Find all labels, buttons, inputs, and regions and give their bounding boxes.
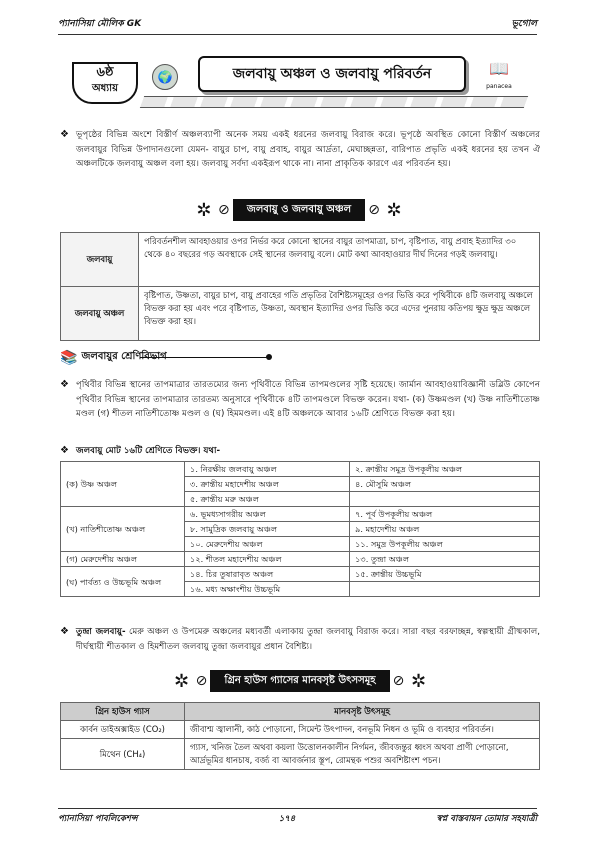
column-header: মানবসৃষ্ট উৎসমূহ bbox=[185, 703, 540, 721]
sixteen-heading bbox=[60, 444, 540, 459]
chapter-badge bbox=[72, 62, 138, 104]
zone-cell: ৪. মৌসুমি অঞ্চল bbox=[350, 477, 540, 492]
globe-icon: 🌍 bbox=[152, 64, 178, 90]
chapter-word: অধ্যায় bbox=[92, 83, 118, 94]
zone-group-cell: (ক) উষ্ণ অঞ্চল bbox=[61, 462, 185, 507]
zone-cell: ৯. মহাদেশীয় অঞ্চল bbox=[350, 522, 540, 537]
gas-name-cell: কার্বন ডাইঅক্সাইড (CO₂) bbox=[61, 721, 185, 739]
zone-cell bbox=[350, 582, 540, 597]
classification-text: পৃথিবীর বিভিন্ন স্থানের তাপমাত্রার তারতম্যের জন্য পৃথিবীতে বিভিন্ন তাপমণ্ডলের সৃষ্টি হয়েছে। জার্মান আবহাওয়াবিজ্ঞানী ডব্লিউ কোপেন পৃথিবীর বিভিন্ন স্থানের তাপমাত্রার তারতম্য অনুসারে পৃথিবীকে ৪টি তাপমণ্ডলে বিভক্ত করেন। যথা- (ক) উষ্ণমণ্ডল (খ) উষ্ণ নাতিশীতোষ্ণ মণ্ডল (গ) শীতল নাতিশীতোষ্ণ মণ্ডল ও (ঘ) হিমমণ্ডল। এই ৪টি অঞ্চলকে আবার ১৬টি শ্রেণিতে বিভক্ত করা হয়। bbox=[76, 380, 540, 419]
bullet-icon: ❖ bbox=[60, 379, 69, 390]
intro-text: ভূপৃষ্ঠের বিভিন্ন অংশে বিস্তীর্ণ অঞ্চলব্যাপী অনেক সময় একই ধরনের জলবায়ু বিরাজ করে। ভূপৃষ্ঠে অবস্থিত কোনো বিস্তীর্ণ অঞ্চলের জলবায়ুর বিভিন্ন উপাদানগুলো যেমন- বায়ুর চাপ, বায়ু প্রবাহ, বায়ুর আর্দ্রতা, মেঘাচ্ছন্নতা, বারিপাত প্রভৃতি একই ধরনের হয় তখন ঐ অঞ্চলটিকে জলবায়ু অঞ্চল বলা হয়। জলবায়ু সর্বদা একইরূপ থাকে না। নানা প্রাকৃতিক কারণে এর পরিবর্তন হয়। bbox=[76, 130, 540, 169]
term-cell: জলবায়ু অঞ্চল bbox=[61, 287, 139, 341]
tundra-term: তুন্দ্রা জলবায়ু- bbox=[76, 627, 126, 637]
banner-strip bbox=[140, 96, 528, 108]
zone-cell: ১৩. তুন্দ্রা অঞ্চল bbox=[350, 552, 540, 567]
no-symbol-icon: ⊘ bbox=[392, 673, 405, 689]
chapter-number: ৬ষ্ঠ bbox=[96, 65, 114, 80]
zone-cell: ৭. পূর্ব উপকূলীয় অঞ্চল bbox=[350, 507, 540, 522]
table-row bbox=[61, 507, 540, 522]
no-symbol-icon: ⊘ bbox=[368, 202, 380, 218]
header-book-title: প্যানাসিয়া মৌলিক GK bbox=[58, 19, 142, 29]
subheading-rule bbox=[140, 357, 268, 358]
gas-name-cell: মিথেন (CH₄) bbox=[61, 739, 185, 770]
zone-cell: ২. ক্রান্তীয় সমুদ্র উপকূলীয় অঞ্চল bbox=[350, 462, 540, 477]
zone-cell: ১৬. মধ্য অক্ষাংশীয় উচ্চভূমি bbox=[185, 582, 350, 597]
gas-source-cell: জীবাশ্ম জ্বালানী, কাঠ পোড়ানো, সিমেন্ট উৎপাদন, বনভূমি নিধন ও ভূমি ও ব্যবহার পরিবর্তন। bbox=[185, 721, 540, 739]
desc-cell: বৃষ্টিপাত, উষ্ণতা, বায়ুর চাপ, বায়ু প্রবাহের গতি প্রভৃতির বৈশিষ্ট্যসমূহের ওপর ভিত্তি করে পৃথিবীকে ৪টি জলবায়ু অঞ্চলে বিভক্ত করা হয় এবং পরে বৃষ্টিপাত, উষ্ণতা, অবস্থান ইত্যাদির ওপর ভিত্তি করে এদের পুনরায় কতিপয় ক্ষুদ্র ক্ষুদ্র অঞ্চলে বিভক্ত করা হয়। bbox=[139, 287, 540, 341]
gear-icon: ✲ bbox=[173, 670, 190, 692]
chapter-title: জলবায়ু অঞ্চল ও জলবায়ু পরিবর্তন bbox=[198, 56, 466, 92]
no-symbol-icon: ⊘ bbox=[218, 202, 230, 218]
footer-divider bbox=[58, 808, 537, 809]
sixteen-heading-text: জলবায়ু মোট ১৬টি শ্রেণিতে বিভক্ত। যথা- bbox=[76, 446, 221, 456]
table-row bbox=[61, 462, 540, 477]
subheading-text: জলবায়ুর শ্রেণিবিভাগ bbox=[81, 351, 167, 362]
page-footer bbox=[58, 812, 537, 826]
zone-cell: ১২. শীতল মহাদেশীয় অঞ্চল bbox=[185, 552, 350, 567]
header-divider bbox=[58, 34, 537, 35]
zone-cell: ১৪. চির তুষারাবৃত অঞ্চল bbox=[185, 567, 350, 582]
definition-table bbox=[60, 232, 540, 341]
classification-paragraph bbox=[60, 378, 540, 422]
greenhouse-gas-table bbox=[60, 702, 540, 770]
subheading-dot bbox=[266, 354, 272, 360]
publisher-logo-text: panacea bbox=[486, 83, 512, 90]
tundra-text: মেরু অঞ্চল ও উপমেরু অঞ্চলের মধ্যবর্তী এলাকায় তুন্দ্রা জলবায়ু বিরাজ করে। সারা বছর বরফাচ্ছন্ন, স্বল্পস্থায়ী গ্রীষ্মকাল, দীর্ঘস্থায়ী শীতকাল ও হিমশীতল জলবায়ু তুন্দ্রা জলবায়ুর প্রধান বৈশিষ্ট্য। bbox=[76, 627, 541, 652]
chapter-banner bbox=[58, 42, 538, 112]
section-heading-climate bbox=[164, 196, 434, 224]
climate-zones-table bbox=[60, 461, 540, 597]
zone-cell: ১০. মেরুদেশীয় অঞ্চল bbox=[185, 537, 350, 552]
table-row bbox=[61, 567, 540, 582]
header-subject: ভূগোল bbox=[511, 19, 537, 29]
section-heading-greenhouse bbox=[150, 667, 450, 695]
column-header: গ্রিন হাউস গ্যাস bbox=[61, 703, 185, 721]
table-row bbox=[61, 739, 540, 770]
gear-icon: ✲ bbox=[386, 199, 402, 221]
gear-icon: ✲ bbox=[196, 199, 212, 221]
publisher-logo: 📖 panacea bbox=[472, 60, 526, 92]
zone-cell bbox=[350, 492, 540, 507]
zone-cell: ১. নিরক্ষীয় জলবায়ু অঞ্চল bbox=[185, 462, 350, 477]
zone-cell: ৬. ভূমধ্যসাগরীয় অঞ্চল bbox=[185, 507, 350, 522]
bullet-icon: ❖ bbox=[60, 626, 69, 637]
footer-publisher: প্যানাসিয়া পাবলিকেশন্স bbox=[58, 814, 138, 824]
no-symbol-icon: ⊘ bbox=[195, 673, 208, 689]
bullet-icon: ❖ bbox=[60, 129, 69, 140]
book-icon: 📚 bbox=[60, 349, 78, 366]
footer-slogan: স্বপ্ন বাস্তবায়ন তোমার সহযাত্রী bbox=[436, 814, 537, 824]
bullet-icon: ❖ bbox=[60, 445, 69, 456]
subheading-classification bbox=[60, 349, 167, 366]
term-cell: জলবায়ু bbox=[61, 233, 139, 287]
page-header bbox=[58, 16, 537, 32]
zone-cell: ১৫. ক্রান্তীয় উচ্চভূমি bbox=[350, 567, 540, 582]
table-header-row bbox=[61, 703, 540, 721]
section-title: গ্রিন হাউস গ্যাসের মানবসৃষ্ট উৎসসমূহ bbox=[210, 670, 389, 692]
gear-icon: ✲ bbox=[410, 670, 427, 692]
tundra-paragraph bbox=[60, 625, 540, 654]
zone-group-cell: (গ) মেরুদেশীয় অঞ্চল bbox=[61, 552, 185, 567]
section-title: জলবায়ু ও জলবায়ু অঞ্চল bbox=[233, 199, 365, 221]
intro-paragraph bbox=[60, 128, 540, 172]
zone-cell: ৮. সামুদ্রিক জলবায়ু অঞ্চল bbox=[185, 522, 350, 537]
table-row bbox=[61, 233, 540, 287]
gas-source-cell: গ্যাস, খনিজ তৈল অথবা কয়লা উত্তোলনকালীন নির্গমন, জীবজন্তুর ধ্বংস অথবা প্রাণী পোড়ানো, আর্দ্রভূমির ধানচাষ, বর্জ্য বা আবর্জনার স্তূপ, রোমন্থক পশুর অবশিষ্টাংশ পচন। bbox=[185, 739, 540, 770]
zone-cell: ৩. ক্রান্তীয় মহাদেশীয় অঞ্চল bbox=[185, 477, 350, 492]
table-row bbox=[61, 287, 540, 341]
table-row bbox=[61, 721, 540, 739]
zone-cell: ৫. ক্রান্তীয় মরু অঞ্চল bbox=[185, 492, 350, 507]
zone-cell: ১১. সমুদ্র উপকূলীয় অঞ্চল bbox=[350, 537, 540, 552]
zone-group-cell: (খ) নাতিশীতোষ্ণ অঞ্চল bbox=[61, 507, 185, 552]
page-number: ১৭৪ bbox=[278, 814, 296, 824]
desc-cell: পরিবর্তনশীল আবহাওয়ার ওপর নির্ভর করে কোনো স্থানের বায়ুর তাপমাত্রা, চাপ, বৃষ্টিপাত, বায়ু প্রবাহ ইত্যাদির ৩০ থেকে ৪০ বছরের গড় অবস্থাকে সেই স্থানের জলবায়ু বলে। মোট কথা আবহাওয়ার দীর্ঘ দিনের গড়ই জলবায়ু। bbox=[139, 233, 540, 287]
zone-group-cell: (ঘ) পার্বত্য ও উচ্চভূমি অঞ্চল bbox=[61, 567, 185, 597]
table-row bbox=[61, 552, 540, 567]
